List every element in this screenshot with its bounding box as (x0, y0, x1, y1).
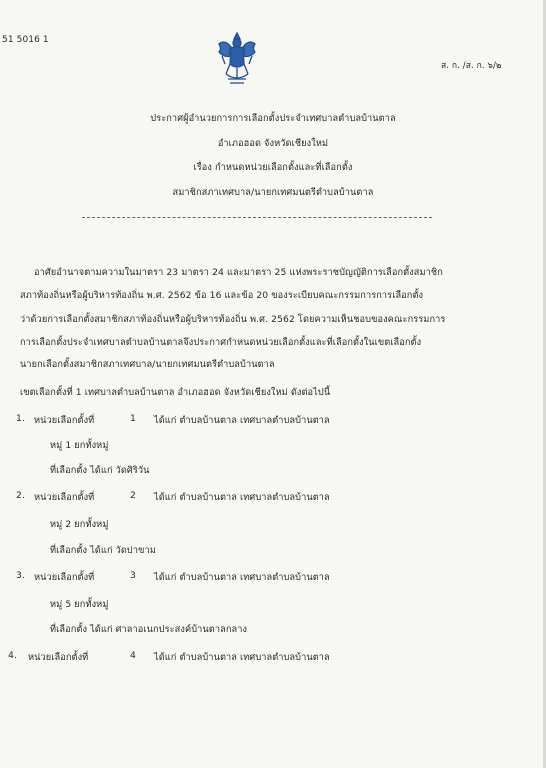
header-line-2: อำเภอฮอด จังหวัดเชียงใหม่ (217, 138, 329, 149)
document-number: 51 5016 1 (2, 35, 49, 45)
divider (82, 217, 432, 218)
unit-4-detail: ได้แก่ ตำบลบ้านตาล เทศบาลตำบลบ้านตาล (154, 652, 330, 663)
reference-code: ส. ก. /ส. ก. ๖/๒ (441, 61, 502, 71)
body-line-4: การเลือกตั้งประจำเทศบาลตำบลบ้านตาลจึงประกาศกำหนดหน่วยเลือกตั้งและที่เลือกตั้งในเขตเลือกตั้ง (20, 337, 422, 348)
unit-3-place: ที่เลือกตั้ง ได้แก่ ศาลาอเนกประสงค์บ้านตาลกลาง (50, 624, 248, 635)
unit-1-moo: หมู่ 1 ยกทั้งหมู่ (50, 440, 109, 451)
header-subject: เรื่อง กำหนดหน่วยเลือกตั้งและที่เลือกตั้ง (193, 162, 353, 173)
body-line-2: สภาท้องถิ่นหรือผู้บริหารท้องถิ่น พ.ศ. 2562 ข้อ 16 และข้อ 20 ของระเบียบคณะกรรมการการเลือกตั้ง (20, 290, 424, 301)
garuda-emblem-icon (216, 30, 258, 90)
header-line-4: สมาชิกสภาเทศบาล/นายกเทศมนตรีตำบลบ้านตาล (172, 187, 374, 198)
unit-2-number: 2. (16, 490, 25, 501)
unit-1-number: 1. (16, 413, 25, 424)
unit-2-detail: ได้แก่ ตำบลบ้านตาล เทศบาลตำบลบ้านตาล (154, 492, 330, 503)
body-line-5: นายกเลือกตั้งสมาชิกสภาเทศบาล/นายกเทศมนตรีตำบลบ้านตาล (20, 359, 275, 370)
body-line-3: ว่าด้วยการเลือกตั้งสมาชิกสภาท้องถิ่นหรือผู้บริหารท้องถิ่น พ.ศ. 2562 โดยความเห็นชอบของคณะกรรมการ (20, 314, 446, 325)
unit-1-detail: ได้แก่ ตำบลบ้านตาล เทศบาลตำบลบ้านตาล (154, 415, 330, 426)
unit-1-place: ที่เลือกตั้ง ได้แก่ วัดศิริวัน (50, 465, 150, 476)
unit-4-id: 4 (130, 650, 136, 661)
unit-4-number: 4. (8, 650, 17, 661)
unit-3-id: 3 (130, 570, 136, 581)
unit-3-detail: ได้แก่ ตำบลบ้านตาล เทศบาลตำบลบ้านตาล (154, 572, 330, 583)
unit-4-label: หน่วยเลือกตั้งที่ (28, 652, 89, 663)
unit-2-id: 2 (130, 490, 136, 501)
header-line-1: ประกาศผู้อำนวยการการเลือกตั้งประจำเทศบาลตำบลบ้านตาล (150, 113, 396, 124)
unit-1-label: หน่วยเลือกตั้งที่ (34, 415, 95, 426)
unit-1-id: 1 (130, 413, 136, 424)
unit-2-place: ที่เลือกตั้ง ได้แก่ วัดบ่าขาม (50, 545, 156, 556)
body-line-1: อาศัยอำนาจตามความในมาตรา 23 มาตรา 24 และมาตรา 25 แห่งพระราชบัญญัติการเลือกตั้งสมาชิก (34, 267, 443, 278)
unit-3-label: หน่วยเลือกตั้งที่ (34, 572, 95, 583)
unit-3-moo: หมู่ 5 ยกทั้งหมู่ (50, 599, 109, 610)
unit-3-number: 3. (16, 570, 25, 581)
unit-2-label: หน่วยเลือกตั้งที่ (34, 492, 95, 503)
unit-2-moo: หมู่ 2 ยกทั้งหมู่ (50, 519, 109, 530)
zone-line: เขตเลือกตั้งที่ 1 เทศบาลตำบลบ้านตาล อำเภอฮอด จังหวัดเชียงใหม่ ดังต่อไปนี้ (20, 387, 331, 398)
